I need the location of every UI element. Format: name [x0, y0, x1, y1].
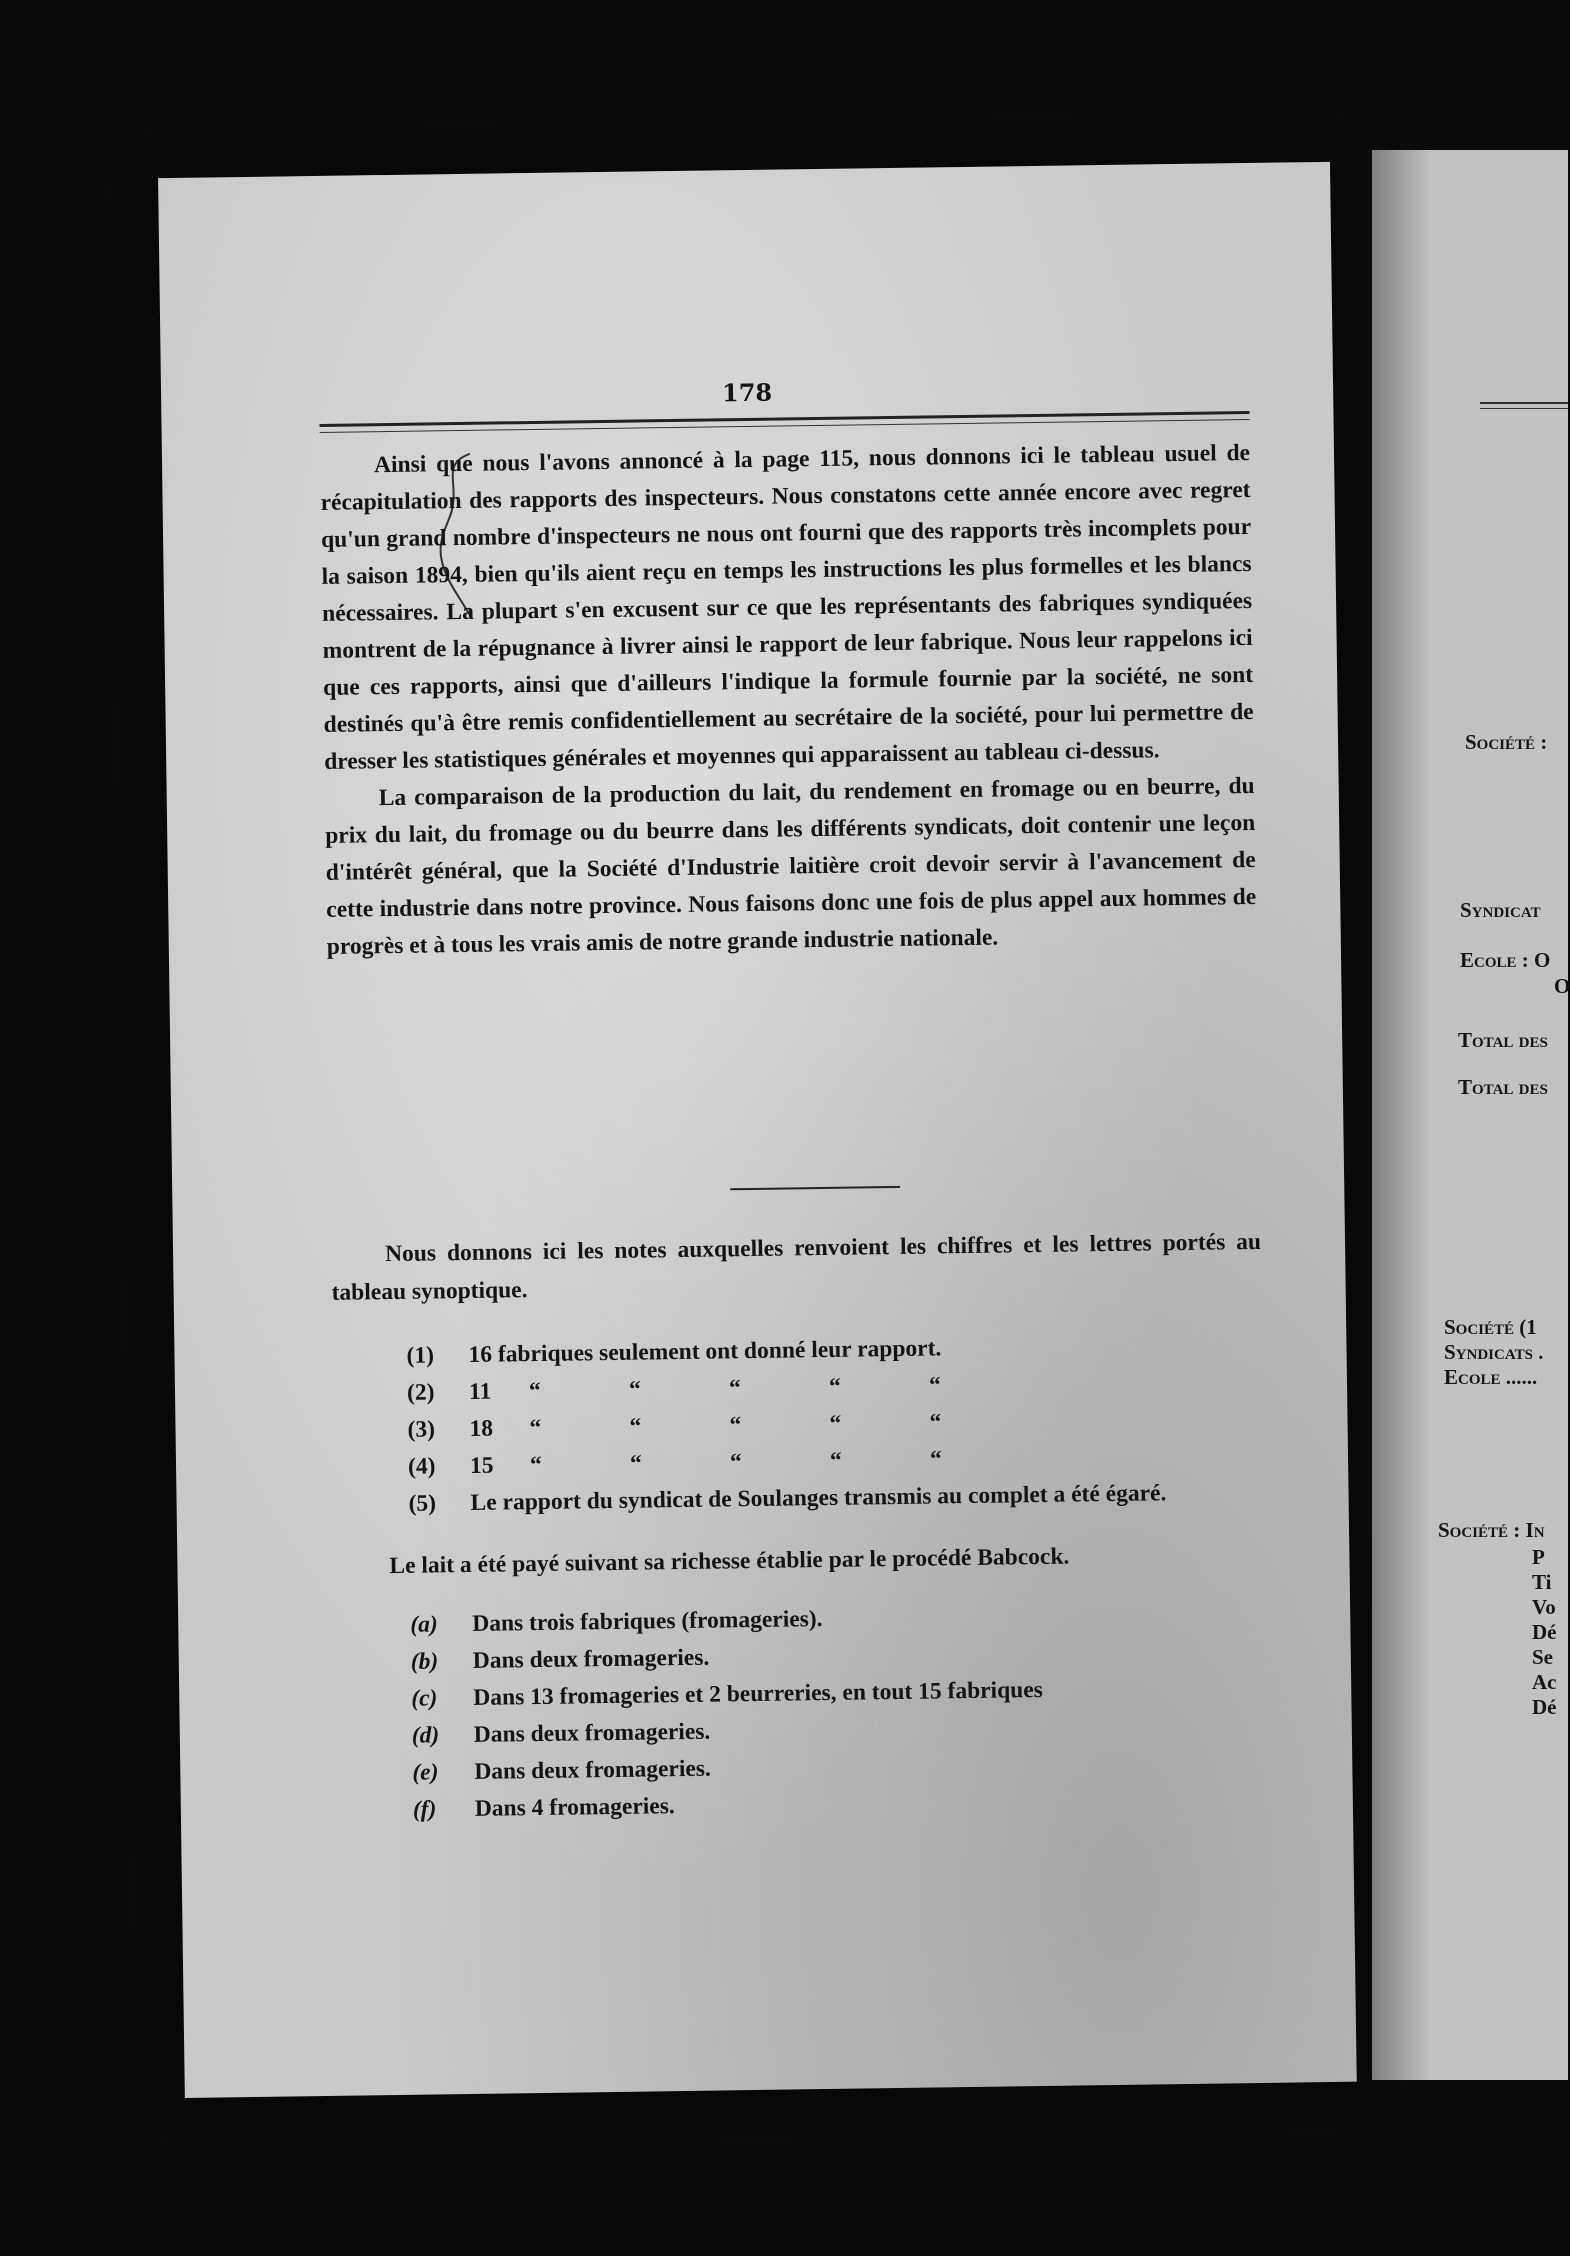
note-text: 16 fabriques seulement ont donné leur rapport.: [468, 1335, 942, 1368]
adjacent-line: Vo: [1532, 1595, 1556, 1619]
note-mark: (4): [407, 1453, 436, 1480]
list-item: [413, 1788, 1045, 1834]
paragraph: Ainsi que nous l'avons annoncé à la page 115, nous donnons ici le tableau usuel de récapitulation des rapports des inspecteurs. Nous constatons cette année encore avec regret qu'un grand nombre d'inspecteurs ne nous ont fourni que des rapports très incomplets pour la saison 1894, bien qu'ils aient reçu en temps les instructions les plus formelles et les blancs nécessaires. La plupart s'en excusent sur ce que les représentants des fabriques syndiquées montrent de la répugnance à livrer ainsi le rapport de leur fabrique. Nous leur rappelons ici que ces rapports, ainsi que d'ailleurs l'indique la formule fournie par la société, ne sont destinés qu'à être remis confidentiellement au secrétaire de la société, pour lui permettre de dresser les statistiques générales et moyennes qui apparaissent au tableau ci-dessus.: [320, 439, 1254, 775]
note-mark: (1): [406, 1342, 435, 1369]
ditto-mark: “: [728, 1375, 741, 1402]
adjacent-line: Total des: [1458, 1028, 1548, 1052]
note-mark: (5): [408, 1490, 437, 1517]
ditto-mark: “: [729, 1412, 742, 1439]
adjacent-line: Se: [1532, 1645, 1553, 1669]
page-number: 178: [721, 377, 773, 408]
note-text: Le rapport du syndicat de Soulanges transmis au complet a été égaré.: [470, 1480, 1167, 1516]
ditto-mark: “: [529, 1451, 542, 1479]
ditto-mark: “: [829, 1410, 842, 1437]
adjacent-page-rule: [1480, 402, 1568, 409]
ditto-mark: “: [529, 1414, 542, 1442]
adjacent-line: Total des: [1458, 1075, 1548, 1099]
note-mark: (b): [410, 1648, 439, 1675]
adjacent-line: Syndicats .: [1444, 1340, 1544, 1364]
adjacent-line: Ecole : O: [1460, 948, 1551, 972]
notes-intro: [331, 1223, 1262, 1312]
note-mark: (e): [412, 1759, 439, 1786]
adjacent-line: Société :: [1465, 730, 1548, 754]
note-mark: (c): [411, 1685, 438, 1712]
adjacent-line: O: [1554, 974, 1570, 998]
paragraph: La comparaison de la production du lait, du rendement en fromage ou en beurre, du prix du lait, du fromage ou du beurre dans les différents syndicats, doit contenir une leçon d'intérêt général, que la Société d'Industrie laitière croit devoir servir à l'avancement de cette industrie dans notre province. Nous faisons donc une fois de plus appel aux hommes de progrès et à tous les vrais amis de notre grande industrie nationale.: [325, 772, 1257, 960]
adjacent-page-strip: [1372, 150, 1568, 2080]
note-mark: (d): [411, 1722, 440, 1749]
ditto-mark: “: [929, 1446, 942, 1473]
ditto-mark: “: [828, 1373, 841, 1400]
ditto-mark: “: [628, 1376, 641, 1403]
babcock-note: Le lait a été payé suivant sa richesse établie par le procédé Babcock.: [389, 1543, 1070, 1580]
section-divider: [730, 1186, 900, 1190]
adjacent-line: P: [1532, 1545, 1545, 1569]
adjacent-line: Syndicat: [1460, 898, 1541, 922]
note-text: Dans deux fromageries.: [474, 1755, 712, 1785]
numbered-notes: [406, 1332, 1166, 1528]
note-text: Dans 4 fromageries.: [474, 1793, 675, 1822]
notes-intro-text: Nous donnons ici les notes auxquelles renvoient les chiffres et les lettres portés au tableau synoptique.: [331, 1228, 1262, 1306]
ditto-mark: “: [629, 1413, 642, 1440]
adjacent-line: Société : In: [1438, 1518, 1545, 1542]
adjacent-line: Société (1: [1444, 1315, 1537, 1339]
body-text: [320, 435, 1257, 966]
note-mark: (f): [412, 1796, 437, 1823]
adjacent-line: Ti: [1532, 1570, 1552, 1594]
adjacent-line: Ac: [1532, 1670, 1557, 1694]
note-number: 15: [469, 1452, 494, 1479]
letter-notes: [410, 1603, 1045, 1834]
ditto-mark: “: [528, 1377, 541, 1405]
adjacent-line: Ecole ......: [1444, 1365, 1538, 1389]
adjacent-line: Dé: [1532, 1620, 1557, 1644]
note-text: Dans deux fromageries.: [472, 1644, 710, 1674]
adjacent-line: Dé: [1532, 1695, 1557, 1719]
note-mark: (3): [407, 1416, 436, 1443]
note-text: Dans trois fabriques (fromageries).: [472, 1606, 823, 1637]
note-text: Dans deux fromageries.: [473, 1718, 711, 1748]
note-mark: (a): [410, 1611, 438, 1638]
note-number: 18: [469, 1415, 494, 1442]
note-mark: (2): [406, 1379, 435, 1406]
scanned-page: [158, 162, 1357, 2098]
note-number: 11: [468, 1378, 492, 1405]
note-text: Dans 13 fromageries et 2 beurreries, en tout 15 fabriques: [473, 1676, 1044, 1711]
ditto-mark: “: [629, 1450, 642, 1477]
ditto-mark: “: [928, 1372, 941, 1399]
ditto-mark: “: [729, 1449, 742, 1476]
ditto-mark: “: [929, 1409, 942, 1436]
header-double-rule: [320, 411, 1250, 433]
ditto-mark: “: [829, 1447, 842, 1474]
